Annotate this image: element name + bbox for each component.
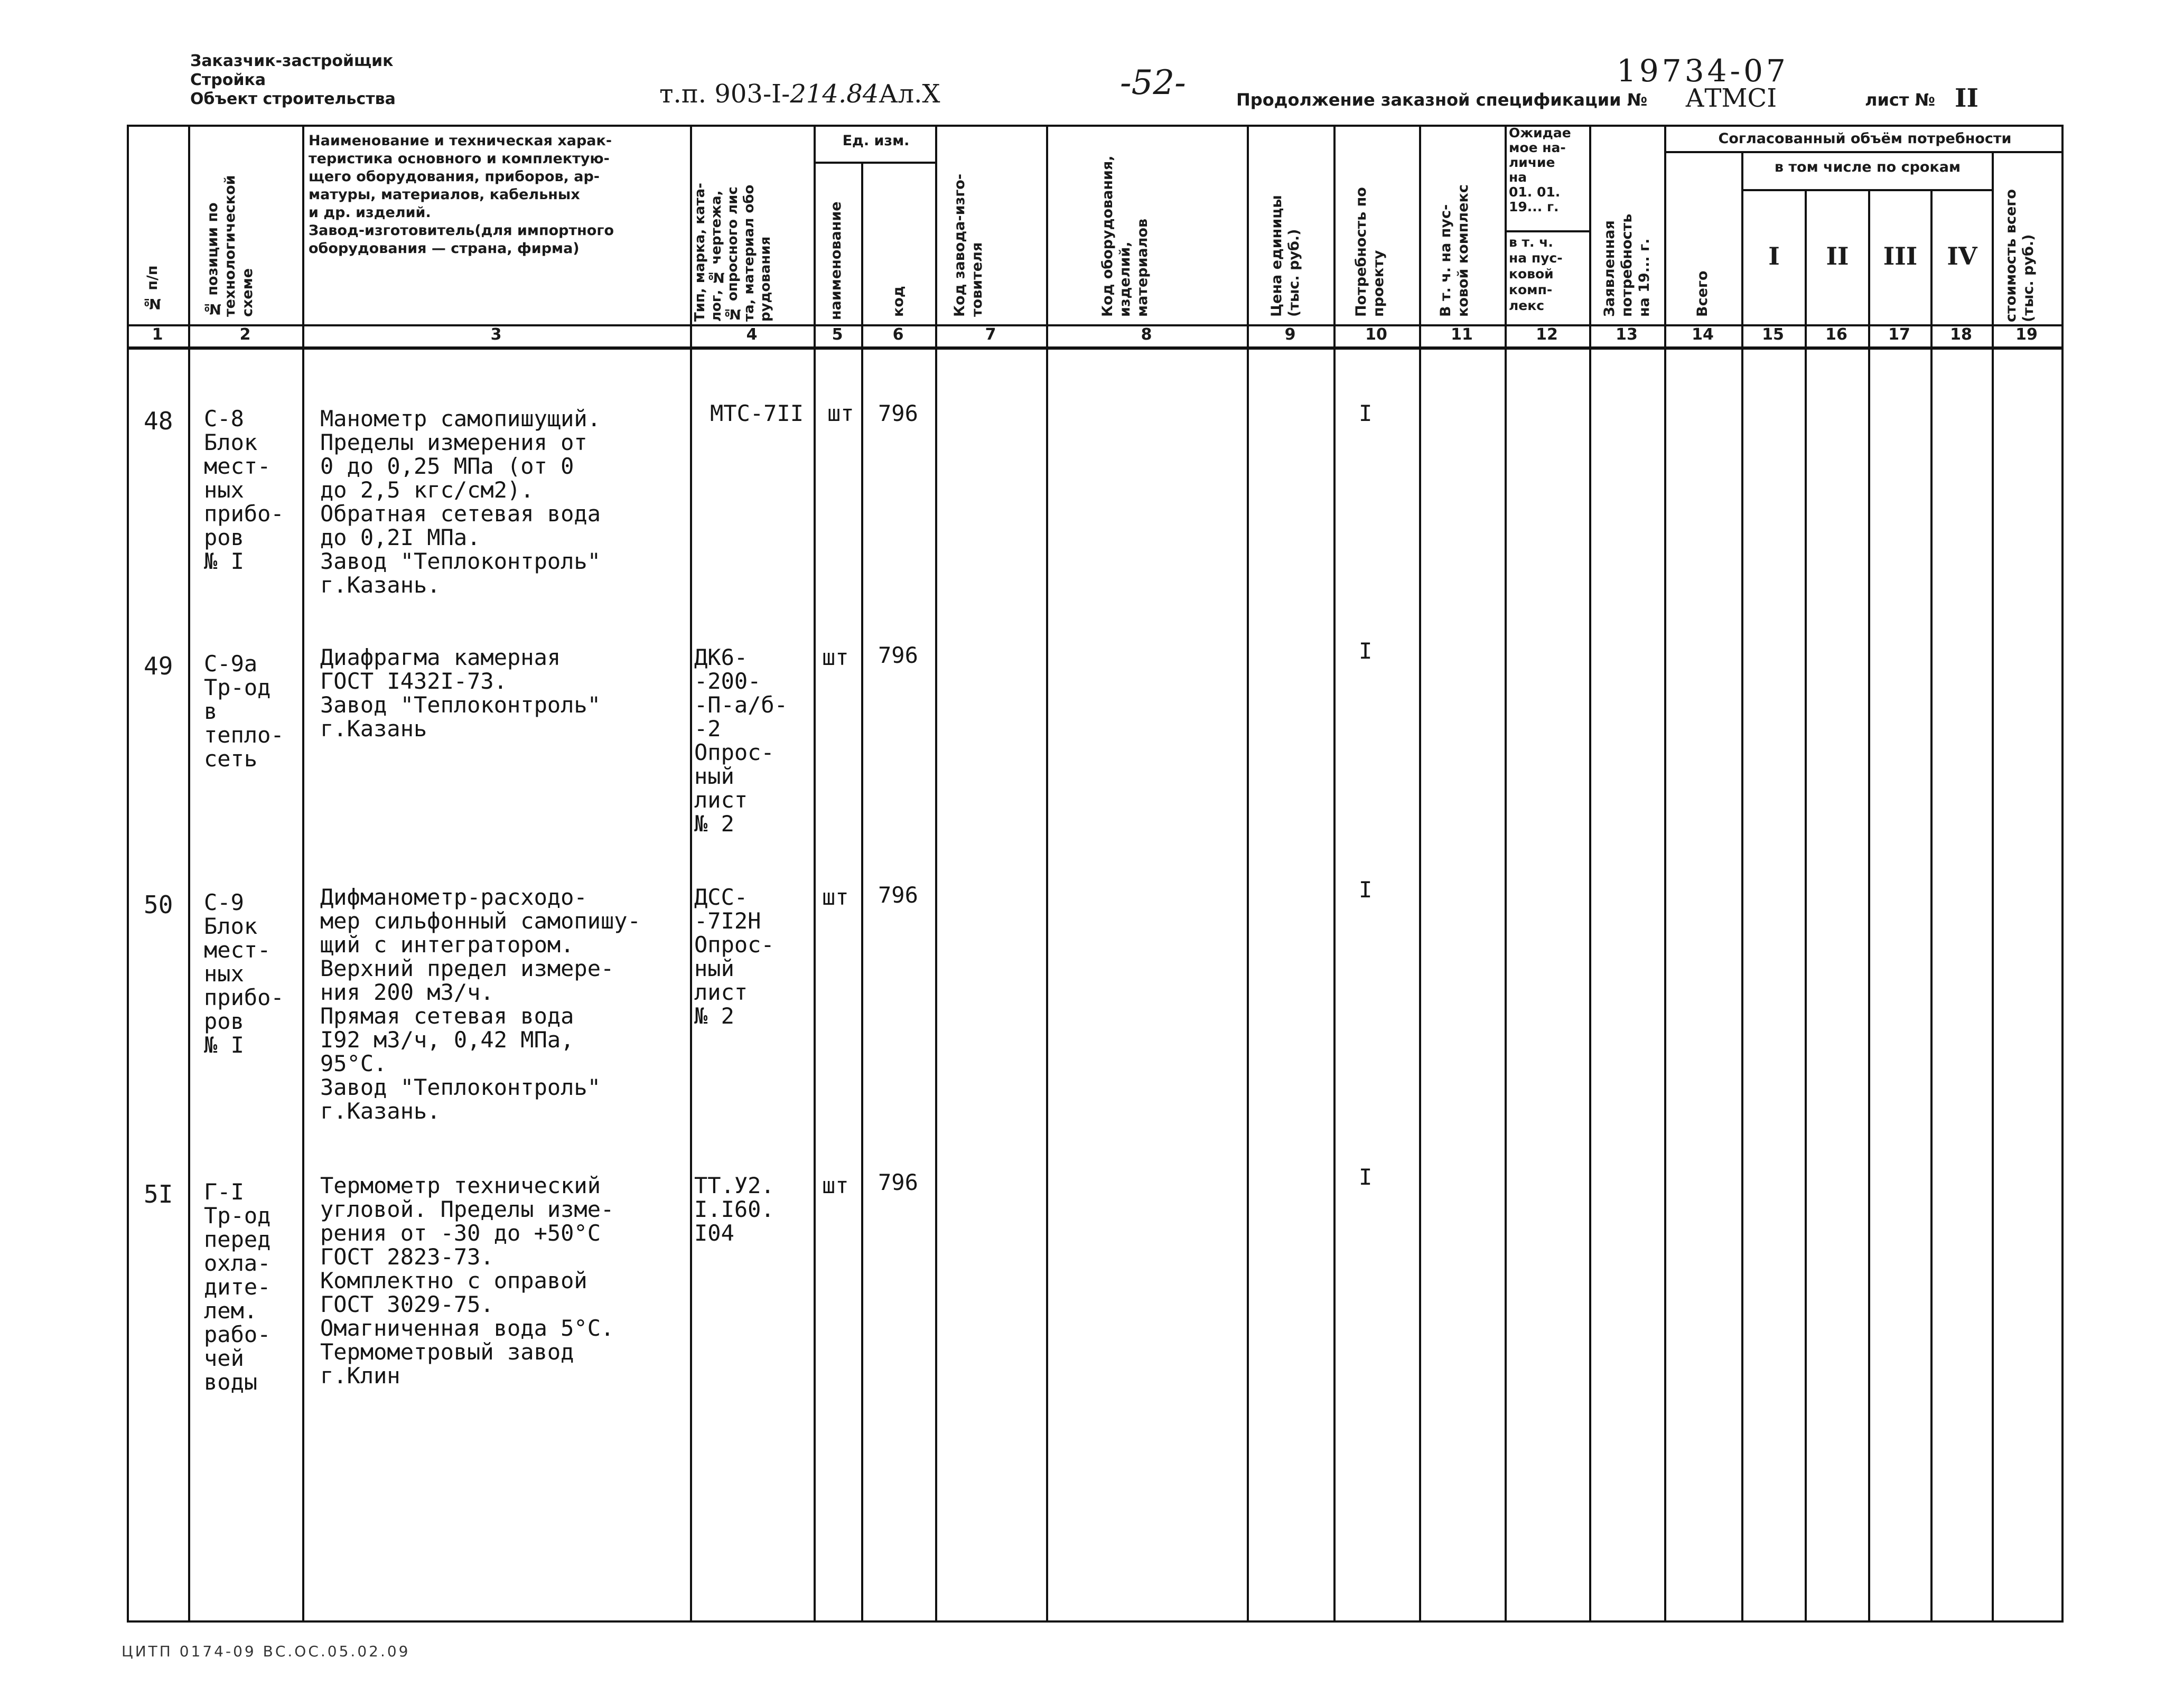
col-number-8: 8: [1141, 325, 1152, 344]
col-header-5: наименование: [828, 201, 844, 320]
col-border-8: [1247, 125, 1249, 1623]
col-border-10: [1419, 125, 1421, 1623]
row-need: I: [1359, 400, 1373, 426]
footer-stamp: ЦИТП 0174-09 ВС.ОС.05.02.09: [122, 1643, 410, 1660]
col-header-12-top: Ожидае мое на- личие на 01. 01. 19... г.: [1509, 125, 1571, 214]
col-header-8: Код оборудования, изделий, материалов: [1099, 155, 1151, 317]
col-header-18: IV: [1947, 242, 1977, 270]
col-border-13: [1664, 125, 1666, 1623]
col3-line-7: оборудования — страна, фирма): [309, 240, 580, 257]
row-unit-code: 796: [878, 1169, 918, 1195]
col-number-19: 19: [2015, 325, 2038, 344]
project-code-suffix: Ал.X: [879, 79, 940, 109]
col-number-10: 10: [1365, 325, 1387, 344]
row-number: 50: [144, 890, 173, 919]
col-number-15: 15: [1762, 325, 1784, 344]
col-border-6: [935, 125, 937, 1623]
col-number-5: 5: [832, 325, 843, 344]
col-number-18: 18: [1950, 325, 1972, 344]
row-need: I: [1359, 1164, 1373, 1190]
col-border-19: [2061, 125, 2064, 1623]
table-bottom-border: [127, 1620, 2064, 1623]
col-border-4: [814, 125, 816, 1623]
col-number-2: 2: [239, 325, 251, 344]
col-header-6: код: [890, 286, 907, 317]
row-type: ТТ.У2. I.I60. I04: [694, 1173, 774, 1246]
row-description: Термометр технический угловой. Пределы изме- рения от -30 до +50°С ГОСТ 2823-73. Комплектно с оправой ГОСТ 3029-75. Омагниченная вода 5°С. Термометровый завод г.Клин: [320, 1173, 614, 1389]
col-number-6: 6: [892, 325, 904, 344]
row-number: 49: [144, 652, 173, 680]
col-border-0: [127, 125, 129, 1623]
col-header-1: № п/п: [144, 265, 161, 312]
col-border-2: [302, 125, 304, 1623]
row-position: Г-I Тр-од перед охла- дите- лем. рабо- чей воды: [204, 1179, 271, 1395]
archive-number: 19734-07: [1617, 53, 1789, 89]
col-header-16: II: [1826, 242, 1849, 270]
col-header-13: Заявленная потребность на 19... г.: [1601, 213, 1653, 317]
row-unit: шт: [827, 400, 854, 426]
col-border-16: [1868, 189, 1870, 1623]
row-position: С-9а Тр-од в тепло- сеть: [204, 651, 284, 772]
sheet-number: II: [1955, 83, 1978, 113]
row-unit: шт: [822, 1173, 849, 1198]
row-unit: шт: [822, 644, 849, 670]
col-border-1: [188, 125, 190, 1623]
col-number-1: 1: [152, 325, 163, 344]
col3-line-1: Наименование и техническая харак-: [309, 133, 612, 149]
row-number: 48: [144, 407, 173, 435]
col-border-7: [1046, 125, 1048, 1623]
customer-label: Заказчик-застройщик: [190, 52, 394, 70]
col-border-17: [1930, 189, 1933, 1623]
row-type: ДК6- -200- -П-а/б- -2 Опрос- ный лист № 2: [694, 644, 788, 837]
col-header-15: I: [1768, 242, 1780, 270]
col-number-12: 12: [1536, 325, 1558, 344]
row-description: Манометр самопишущий. Пределы измерения от 0 до 0,25 МПа (от 0 до 2,5 кгс/см2). Обратная сетевая вода до 0,2I МПа. Завод "Теплоконтроль" г.Казань.: [320, 406, 601, 598]
col-number-3: 3: [490, 325, 502, 344]
table-top-border: [127, 125, 2064, 127]
continuation-label: Продолжение заказной спецификации №: [1236, 90, 1648, 110]
col-number-9: 9: [1284, 325, 1296, 344]
unit-group-header: Ед. изм.: [842, 133, 910, 149]
project-code: [659, 79, 940, 109]
page-mark: -52-: [1120, 63, 1186, 102]
agreed-group-header: Согласованный объём потребности: [1718, 130, 2012, 147]
colnum-bottom-line: [127, 346, 2064, 350]
col-border-18: [1992, 151, 1994, 1623]
col-header-19: стоимость всего (тыс. руб.): [2003, 189, 2037, 322]
terms-group-header: в том числе по срокам: [1774, 159, 1961, 175]
row-type: ДСС- -7I2Н Опрос- ный лист № 2: [694, 884, 774, 1029]
row-description: Дифманометр-расходо- мер сильфонный самопишу- щий с интегратором. Верхний предел измере- ния 200 м3/ч. Прямая сетевая вода I92 м3/ч, 0,42 МПа, 95°С. Завод "Теплоконтроль" г.Казань.: [320, 884, 641, 1124]
col-border-11: [1505, 125, 1507, 1623]
col-header-12-bottom: в т. ч. на пус- ковой комп- лекс: [1509, 235, 1563, 313]
col-header-11: В т. ч. на пус- ковой комплекс: [1438, 184, 1471, 317]
col-border-3: [690, 125, 692, 1623]
c12-split-line: [1505, 230, 1589, 232]
customer-block: [190, 52, 396, 109]
col-header-14: Всего: [1694, 270, 1711, 317]
sheet-label: лист №: [1865, 90, 1936, 110]
col3-line-4: матуры, материалов, кабельных: [309, 186, 580, 203]
row-type: МТС-7II: [710, 400, 804, 426]
row-position: С-9 Блок мест- ных прибо- ров № I: [204, 889, 284, 1058]
col-number-7: 7: [985, 325, 996, 344]
col-header-7: Код завода-изго- товителя: [951, 173, 985, 317]
col-header-3: [309, 132, 689, 258]
col-border-15: [1805, 189, 1807, 1623]
col-header-17: III: [1883, 242, 1918, 270]
project-code-handwritten: 214.84: [790, 79, 879, 109]
col-number-13: 13: [1616, 325, 1638, 344]
col3-line-3: щего оборудования, приборов, ар-: [309, 168, 600, 185]
unit-group-line: [814, 162, 935, 164]
row-need: I: [1359, 638, 1373, 664]
col-header-4: Тип, марка, ката- лог, № чертежа, № опросного лис та, материал обо рудования: [692, 183, 773, 322]
row-unit-code: 796: [878, 642, 918, 668]
col3-line-2: теристика основного и комплектую-: [309, 151, 610, 167]
col-header-10: Потребность по проекту: [1353, 187, 1387, 317]
row-unit-code: 796: [878, 882, 918, 908]
row-number: 5I: [144, 1180, 173, 1208]
project-code-prefix: т.п.: [659, 79, 707, 109]
col-number-4: 4: [746, 325, 758, 344]
col-number-17: 17: [1888, 325, 1910, 344]
site-label: Стройка: [190, 71, 266, 89]
row-need: I: [1359, 877, 1373, 903]
col-border-5: [861, 162, 863, 1623]
col-border-14: [1741, 151, 1743, 1623]
col-number-16: 16: [1825, 325, 1847, 344]
object-label: Объект строительства: [190, 90, 396, 108]
row-description: Диафрагма камерная ГОСТ I432I-73. Завод "Теплоконтроль" г.Казань: [320, 644, 601, 742]
row-position: С-8 Блок мест- ных прибо- ров № I: [204, 406, 284, 574]
col-header-2: № позиции по технологической схеме: [204, 175, 256, 317]
col-border-12: [1589, 125, 1591, 1623]
terms-group-line: [1741, 189, 1992, 191]
row-unit-code: 796: [878, 400, 918, 426]
spec-number: АТМСI: [1685, 83, 1777, 113]
col-header-9: Цена единицы (тыс. руб.): [1268, 195, 1302, 317]
col-border-9: [1333, 125, 1336, 1623]
col-number-11: 11: [1451, 325, 1473, 344]
col3-line-5: и др. изделий.: [309, 204, 431, 221]
col-number-14: 14: [1692, 325, 1714, 344]
col3-line-6: Завод-изготовитель(для импортного: [309, 222, 614, 239]
row-unit: шт: [822, 884, 849, 910]
project-code-main: 903-I-: [714, 79, 790, 109]
